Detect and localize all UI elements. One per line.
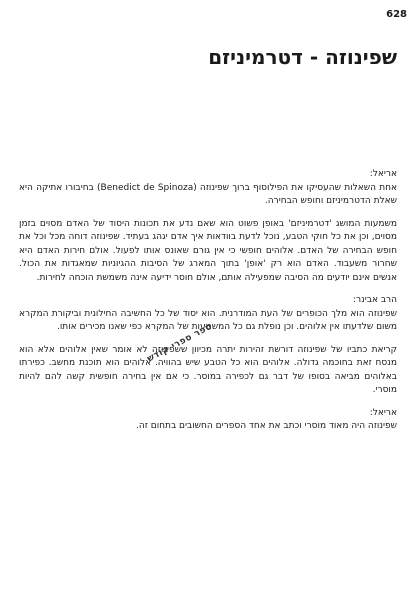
section-rav-aviner: [19, 294, 397, 398]
paragraph: שפינוזה היה מאוד מוסרי וכתב את אחד הספרים החשובים בתחום זה.: [136, 421, 397, 431]
page-number: 628: [386, 9, 407, 20]
speaker-label: אריאל:: [369, 169, 397, 179]
speaker-label: אריאל:: [369, 407, 397, 418]
speaker-label: הרב אבינר:: [353, 295, 397, 305]
page-title: שפינוזה - דטרמיניזם: [208, 45, 397, 69]
paragraph: שפינוזה הוא מלך הכופרים של העת המודרנית. הוא יסוד של כל החשיבה החילונית וביקורת המקרא משום שלדעתו אין אלוהים. וכן נופלת גם כל המשמעות של המקרא כפי שאנו מכירים אותו.: [19, 308, 397, 332]
paragraph: קריאת כתביו של שפינוזה דורשת זהירות יתרה מכיוון ששפינוזה לא אומר שאין אלוהים אלא הוא מנסח זאת בחוכמה גדולה. אלוהים הוא כל הטבע שיש בהוויה. אלוהים הוא תוכנת מחשב. כפירתו באלוהים מביאה בסופו של דבר גם לכפירה במוסר. כי אם אין בחירה חופשית קשה להם להיות מוסרי.: [19, 344, 397, 395]
library-stamp: ספר ספרי קודש: [145, 321, 215, 365]
document-body: [19, 168, 397, 443]
paragraph: אחת השאלות שהעסיקו את הפילוסוף ברוך שפינוזה (Benedict de Spinoza) בחיבורו אתיקה היא שאלת הדטרמיניזם וחופש הבחירה.: [19, 182, 397, 206]
paragraph: משמעות המושג 'דטרמיניזם' באופן פשוט הוא שאם נדע את תכונות היסוד של האדם מסוים בזמן מסוים, וכן את כל חוקי הטבע, נוכל לדעת בוודאות איך אדם יגהג בעתיד. שפינוזה דוחה מכל וכל את חופש הבחירה של האדם. אלוהים חופשי כי אין גורם שאונס אותו לפעול. אולם חירות האדם היא שחרור משעבוד. האדם הוא רק 'אופן' בתוך המארג של הסיבות ההגיוניות שמאגדות את הכול. אנשים אינם יודעים מה הסיבה שמפעילה אותם, אולם חוסר ידיעה אינה משמשת הוכחה לחירות.: [19, 218, 397, 283]
section-ariel-2: [19, 407, 397, 434]
section-ariel-1: [19, 168, 397, 285]
